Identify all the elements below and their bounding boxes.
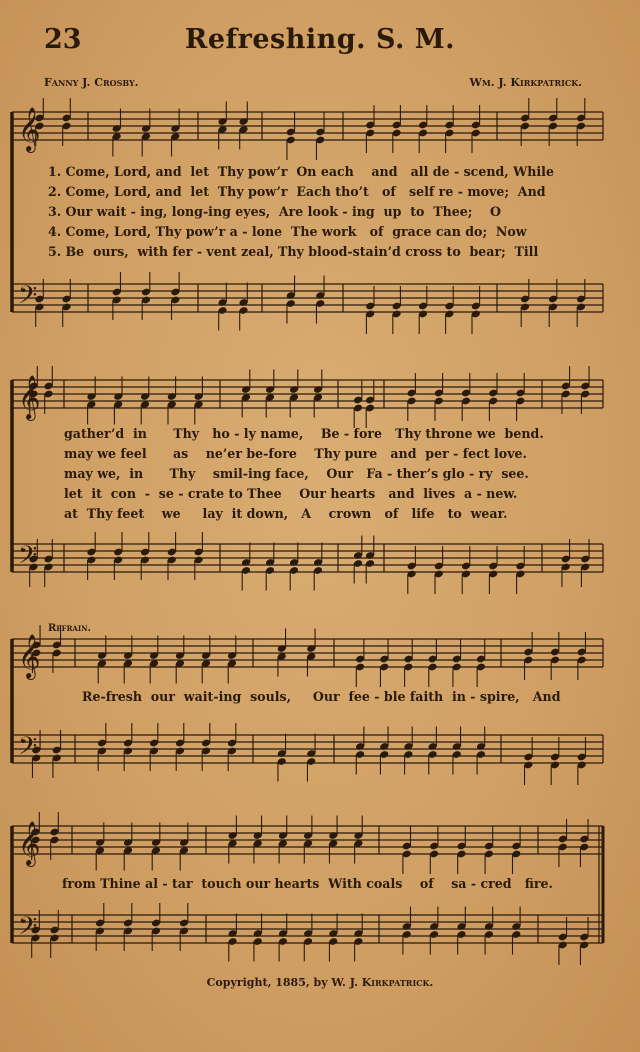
refrain-label: Refrain.: [48, 623, 92, 634]
lyric-line-3-1: Re-fresh our wait-ing souls, Our fee - ble faith in - spire, And: [82, 689, 561, 704]
page-number: 23: [44, 24, 82, 55]
svg-text:𝄢: 𝄢: [18, 912, 38, 947]
svg-text:𝄞: 𝄞: [18, 634, 41, 678]
lyric-line-2-1: gather’d in Thy ho - ly name, Be - fore Thy throne we bend.: [64, 426, 544, 441]
lyric-line-1-3: 3. Our wait - ing, long-ing eyes, Are look - ing up to Thee; O: [48, 204, 501, 219]
copyright-notice: [0, 976, 640, 989]
hymn-title: Refreshing. S. M.: [184, 24, 456, 55]
svg-text:𝄢: 𝄢: [18, 281, 38, 316]
copyright-text: Copyright, 1885, by W. J.: [206, 976, 362, 989]
composer-credit: Wm. J. Kirkpatrick.: [469, 76, 582, 89]
lyric-line-2-2: may we feel as ne’er be-fore Thy pure and per - fect love.: [64, 446, 527, 461]
lyric-line-1-4: 4. Come, Lord, Thy pow’r a - lone The work of grace can do; Now: [48, 224, 527, 239]
lyric-line-1-5: 5. Be ours, with fer - vent zeal, Thy blood-stain’d cross to bear; Till: [48, 244, 539, 259]
lyric-line-1-2: 2. Come, Lord, and let Thy pow’r Each tho’t of self re - move; And: [48, 184, 546, 199]
svg-text:𝄢: 𝄢: [18, 732, 38, 767]
svg-text:𝄞: 𝄞: [18, 821, 41, 865]
author-credit: Fanny J. Crosby.: [44, 76, 139, 89]
svg-text:𝄞: 𝄞: [18, 107, 41, 151]
svg-text:𝄞: 𝄞: [18, 375, 41, 419]
lyric-line-2-3: may we, in Thy smil-ing face, Our Fa - ther’s glo - ry see.: [64, 466, 529, 481]
svg-text:𝄢: 𝄢: [18, 541, 38, 576]
lyric-line-2-5: at Thy feet we lay it down, A crown of life to wear.: [64, 506, 508, 521]
lyric-line-2-4: let it con - se - crate to Thee Our hearts and lives a - new.: [64, 486, 518, 501]
copyright-holder: Kirkpatrick.: [361, 976, 434, 989]
lyric-line-1-1: 1. Come, Lord, and let Thy pow’r On each and all de - scend, While: [48, 164, 554, 179]
lyric-line-4-1: from Thine al - tar touch our hearts With coals of sa - cred fire.: [62, 876, 553, 891]
